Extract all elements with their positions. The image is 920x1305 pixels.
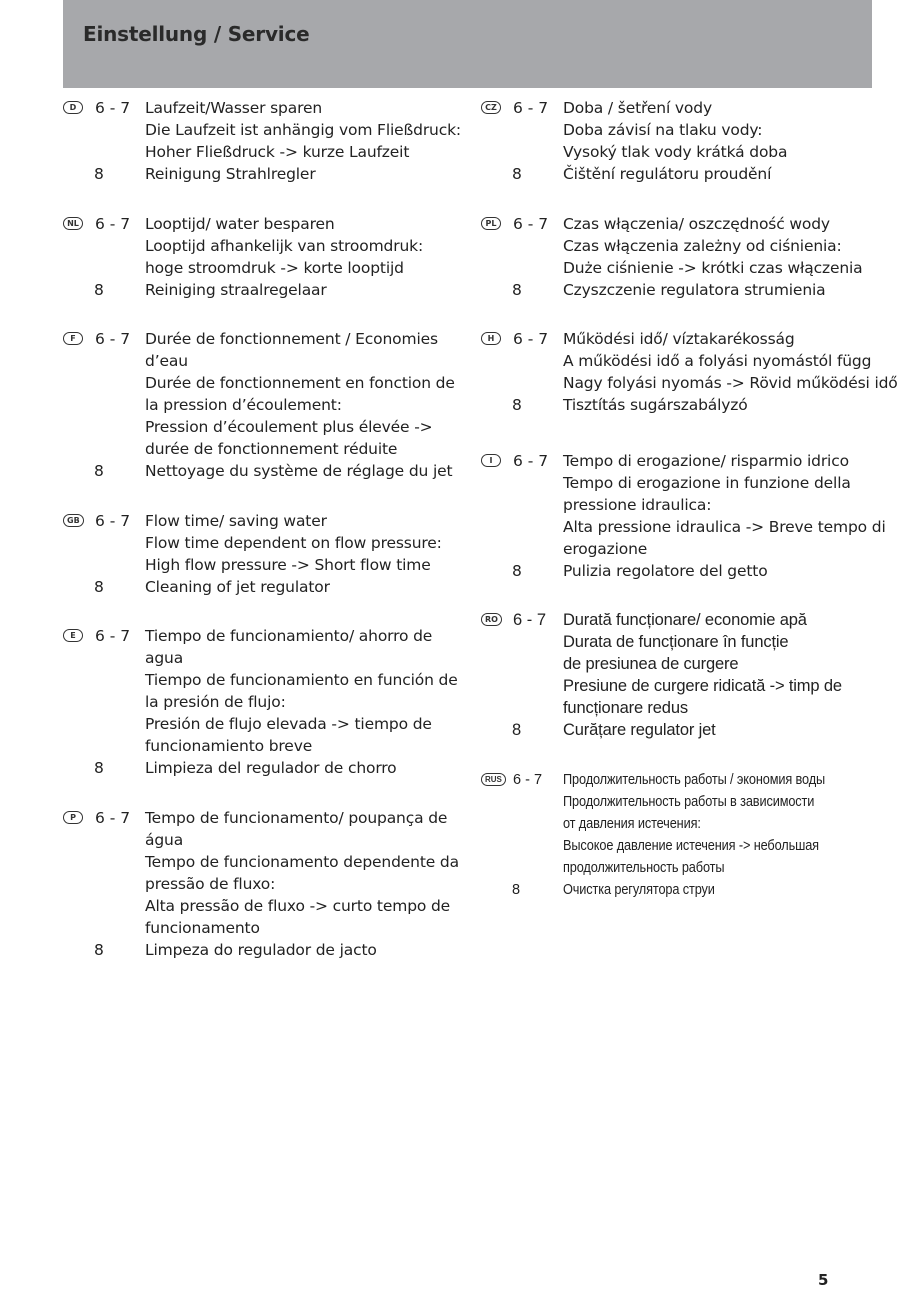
description-row xyxy=(62,895,482,917)
description-line: Presión de flujo elevada -> tiempo de xyxy=(145,715,432,733)
step-8-description: Limpeza do regulador de jacto xyxy=(145,941,377,959)
step-number: 8 xyxy=(94,759,104,777)
language-section-h xyxy=(480,328,900,416)
section-title: Flow time/ saving water xyxy=(145,512,327,530)
description-line: pressione idraulica: xyxy=(563,496,712,514)
description-line: Высокое давление истечения -> небольшая xyxy=(563,838,819,854)
language-section-i xyxy=(480,450,900,582)
language-section-cz xyxy=(480,97,900,185)
description-line: água xyxy=(145,831,184,849)
description-row xyxy=(62,394,482,416)
step-8-description: Limpieza del regulador de chorro xyxy=(145,759,397,777)
description-row xyxy=(480,472,900,494)
section-heading-row xyxy=(62,328,482,350)
description-line: Vysoký tlak vody krátká doba xyxy=(563,143,788,161)
step-8-description: Čištění regulátoru proudění xyxy=(563,165,772,183)
step-range: 6 - 7 xyxy=(95,99,131,117)
step-number: 8 xyxy=(94,281,104,299)
step-8-description: Reiniging straalregelaar xyxy=(145,281,327,299)
section-heading-row xyxy=(62,213,482,235)
step-8-description: Очистка регулятора струи xyxy=(563,882,715,898)
section-heading-row xyxy=(480,450,900,472)
description-row xyxy=(62,141,482,163)
step-range: 6 - 7 xyxy=(95,809,131,827)
country-code-badge-icon: PL xyxy=(481,217,501,230)
description-row xyxy=(62,532,482,554)
step-number: 8 xyxy=(94,462,104,480)
description-line: Presiune de curgere ridicată -> timp de xyxy=(563,677,842,695)
description-line: pressão de fluxo: xyxy=(145,875,276,893)
language-section-nl xyxy=(62,213,482,301)
description-line: Duże ciśnienie -> krótki czas włączenia xyxy=(563,259,863,277)
description-row xyxy=(480,119,900,141)
description-line: Nagy folyási nyomás -> Rövid működési idő xyxy=(563,374,898,392)
country-code-badge-icon: D xyxy=(63,101,83,114)
description-line: High flow pressure -> Short flow time xyxy=(145,556,431,574)
step-range: 6 - 7 xyxy=(513,452,549,470)
description-row xyxy=(480,791,900,813)
description-row xyxy=(62,438,482,460)
description-row xyxy=(480,350,900,372)
section-title: Tiempo de funcionamiento/ ahorro de xyxy=(145,627,433,645)
step-number: 8 xyxy=(94,578,104,596)
language-section-f xyxy=(62,328,482,482)
description-line: Alta pressão de fluxo -> curto tempo de xyxy=(145,897,451,915)
section-title: Laufzeit/Wasser sparen xyxy=(145,99,323,117)
step-range: 6 - 7 xyxy=(513,215,549,233)
language-section-gb xyxy=(62,510,482,598)
step-8-row xyxy=(62,576,482,598)
description-line: de presiunea de curgere xyxy=(563,655,739,673)
section-heading-row xyxy=(480,609,900,631)
description-row xyxy=(480,697,900,719)
description-row xyxy=(62,851,482,873)
description-row xyxy=(62,735,482,757)
country-code-badge-icon: F xyxy=(63,332,83,345)
description-row xyxy=(480,835,900,857)
description-row xyxy=(62,350,482,372)
step-8-description: Nettoyage du système de réglage du jet xyxy=(145,462,453,480)
step-number: 8 xyxy=(512,396,522,414)
step-range: 6 - 7 xyxy=(95,330,131,348)
description-row xyxy=(62,691,482,713)
language-section-ro xyxy=(480,609,900,741)
step-number: 8 xyxy=(94,165,104,183)
section-heading-row xyxy=(62,807,482,829)
description-line: Продолжительность работы в зависимости xyxy=(563,794,815,810)
description-line: Durata de funcționare în funcție xyxy=(563,633,789,651)
step-number: 8 xyxy=(512,562,522,580)
section-title: Működési idő/ víztakarékosság xyxy=(563,330,795,348)
country-code-badge-icon: GB xyxy=(63,514,84,527)
description-line: agua xyxy=(145,649,184,667)
description-line: A működési idő a folyási nyomástól függ xyxy=(563,352,872,370)
step-8-description: Reinigung Strahlregler xyxy=(145,165,316,183)
description-row xyxy=(62,713,482,735)
step-range: 6 - 7 xyxy=(95,512,131,530)
description-row xyxy=(62,372,482,394)
section-title: Durată funcționare/ economie apă xyxy=(563,611,807,629)
description-row xyxy=(62,669,482,691)
step-number: 8 xyxy=(512,281,522,299)
section-heading-row xyxy=(480,769,900,791)
description-row xyxy=(62,873,482,895)
step-8-description: Cleaning of jet regulator xyxy=(145,578,330,596)
country-code-badge-icon: RO xyxy=(481,613,502,626)
section-title: Продолжительность работы / экономия воды xyxy=(563,772,826,788)
section-title: Tempo di erogazione/ risparmio idrico xyxy=(563,452,849,470)
section-heading-row xyxy=(480,328,900,350)
description-row xyxy=(62,554,482,576)
section-heading-row xyxy=(480,97,900,119)
description-row xyxy=(62,647,482,669)
step-8-description: Czyszczenie regulatora strumienia xyxy=(563,281,826,299)
step-8-row xyxy=(62,279,482,301)
description-line: la pression d’écoulement: xyxy=(145,396,342,414)
step-number: 8 xyxy=(512,165,522,183)
section-heading-row xyxy=(62,97,482,119)
description-row xyxy=(480,372,900,394)
description-line: Hoher Fließdruck -> kurze Laufzeit xyxy=(145,143,410,161)
country-code-badge-icon: H xyxy=(481,332,501,345)
language-section-d xyxy=(62,97,482,185)
description-line: продолжительность работы xyxy=(563,860,725,876)
section-title: Tempo de funcionamento/ poupança de xyxy=(145,809,448,827)
step-8-row xyxy=(480,879,900,901)
description-line: Flow time dependent on flow pressure: xyxy=(145,534,442,552)
description-row xyxy=(480,631,900,653)
step-8-row xyxy=(62,163,482,185)
description-row xyxy=(480,675,900,697)
description-line: funcționare redus xyxy=(563,699,688,717)
country-code-badge-icon: CZ xyxy=(481,101,501,114)
step-range: 6 - 7 xyxy=(513,99,549,117)
description-row xyxy=(480,141,900,163)
section-title: Durée de fonctionnement / Economies xyxy=(145,330,438,348)
description-row xyxy=(480,494,900,516)
description-row xyxy=(480,538,900,560)
page-header-band xyxy=(63,0,872,88)
description-line: hoge stroomdruk -> korte looptijd xyxy=(145,259,404,277)
language-section-p xyxy=(62,807,482,961)
description-line: la presión de flujo: xyxy=(145,693,286,711)
step-8-description: Tisztítás sugárszabályzó xyxy=(563,396,748,414)
step-8-row xyxy=(62,757,482,779)
description-line: Tempo de funcionamento dependente da xyxy=(145,853,459,871)
section-heading-row xyxy=(480,213,900,235)
country-code-badge-icon: RUS xyxy=(481,773,506,786)
description-row xyxy=(62,829,482,851)
step-number: 8 xyxy=(94,941,104,959)
description-line: Looptijd afhankelijk van stroomdruk: xyxy=(145,237,424,255)
step-number: 8 xyxy=(512,721,522,739)
step-range: 6 - 7 xyxy=(513,772,543,788)
description-line: Alta pressione idraulica -> Breve tempo di xyxy=(563,518,886,536)
description-line: Die Laufzeit ist anhängig vom Fließdruck: xyxy=(145,121,461,139)
step-8-row xyxy=(480,560,900,582)
step-8-row xyxy=(480,279,900,301)
description-row xyxy=(62,257,482,279)
section-heading-row xyxy=(62,510,482,532)
section-title: Looptijd/ water besparen xyxy=(145,215,335,233)
country-code-badge-icon: P xyxy=(63,811,83,824)
page-number: 5 xyxy=(818,1271,829,1289)
description-line: Doba závisí na tlaku vody: xyxy=(563,121,763,139)
description-line: Czas włączenia zależny od ciśnienia: xyxy=(563,237,842,255)
step-number: 8 xyxy=(512,882,521,898)
description-row xyxy=(480,813,900,835)
country-code-badge-icon: I xyxy=(481,454,501,467)
description-line: Durée de fonctionnement en fonction de xyxy=(145,374,455,392)
page-title: Einstellung / Service xyxy=(83,22,310,46)
description-row xyxy=(480,235,900,257)
language-section-rus xyxy=(480,769,900,901)
step-8-description: Curățare regulator jet xyxy=(563,721,716,739)
description-line: Tempo di erogazione in funzione della xyxy=(563,474,851,492)
description-row xyxy=(480,516,900,538)
description-row xyxy=(480,857,900,879)
description-row xyxy=(480,257,900,279)
step-8-row xyxy=(480,394,900,416)
language-section-pl xyxy=(480,213,900,301)
step-range: 6 - 7 xyxy=(95,215,131,233)
country-code-badge-icon: E xyxy=(63,629,83,642)
section-title: Doba / šetření vody xyxy=(563,99,712,117)
language-section-e xyxy=(62,625,482,779)
description-line: Tiempo de funcionamiento en función de xyxy=(145,671,458,689)
section-title: Czas włączenia/ oszczędność wody xyxy=(563,215,830,233)
description-row xyxy=(480,653,900,675)
step-8-row xyxy=(62,460,482,482)
step-range: 6 - 7 xyxy=(95,627,131,645)
description-row xyxy=(62,917,482,939)
step-8-row xyxy=(480,719,900,741)
description-line: erogazione xyxy=(563,540,648,558)
step-range: 6 - 7 xyxy=(513,611,547,629)
step-8-description: Pulizia regolatore del getto xyxy=(563,562,768,580)
description-line: d’eau xyxy=(145,352,188,370)
description-line: funcionamento xyxy=(145,919,260,937)
description-line: Pression d’écoulement plus élevée -> xyxy=(145,418,433,436)
description-line: funcionamiento breve xyxy=(145,737,313,755)
section-heading-row xyxy=(62,625,482,647)
description-row xyxy=(62,119,482,141)
step-8-row xyxy=(480,163,900,185)
description-line: durée de fonctionnement réduite xyxy=(145,440,398,458)
country-code-badge-icon: NL xyxy=(63,217,83,230)
step-range: 6 - 7 xyxy=(513,330,549,348)
description-row xyxy=(62,416,482,438)
description-row xyxy=(62,235,482,257)
description-line: от давления истечения: xyxy=(563,816,701,832)
step-8-row xyxy=(62,939,482,961)
